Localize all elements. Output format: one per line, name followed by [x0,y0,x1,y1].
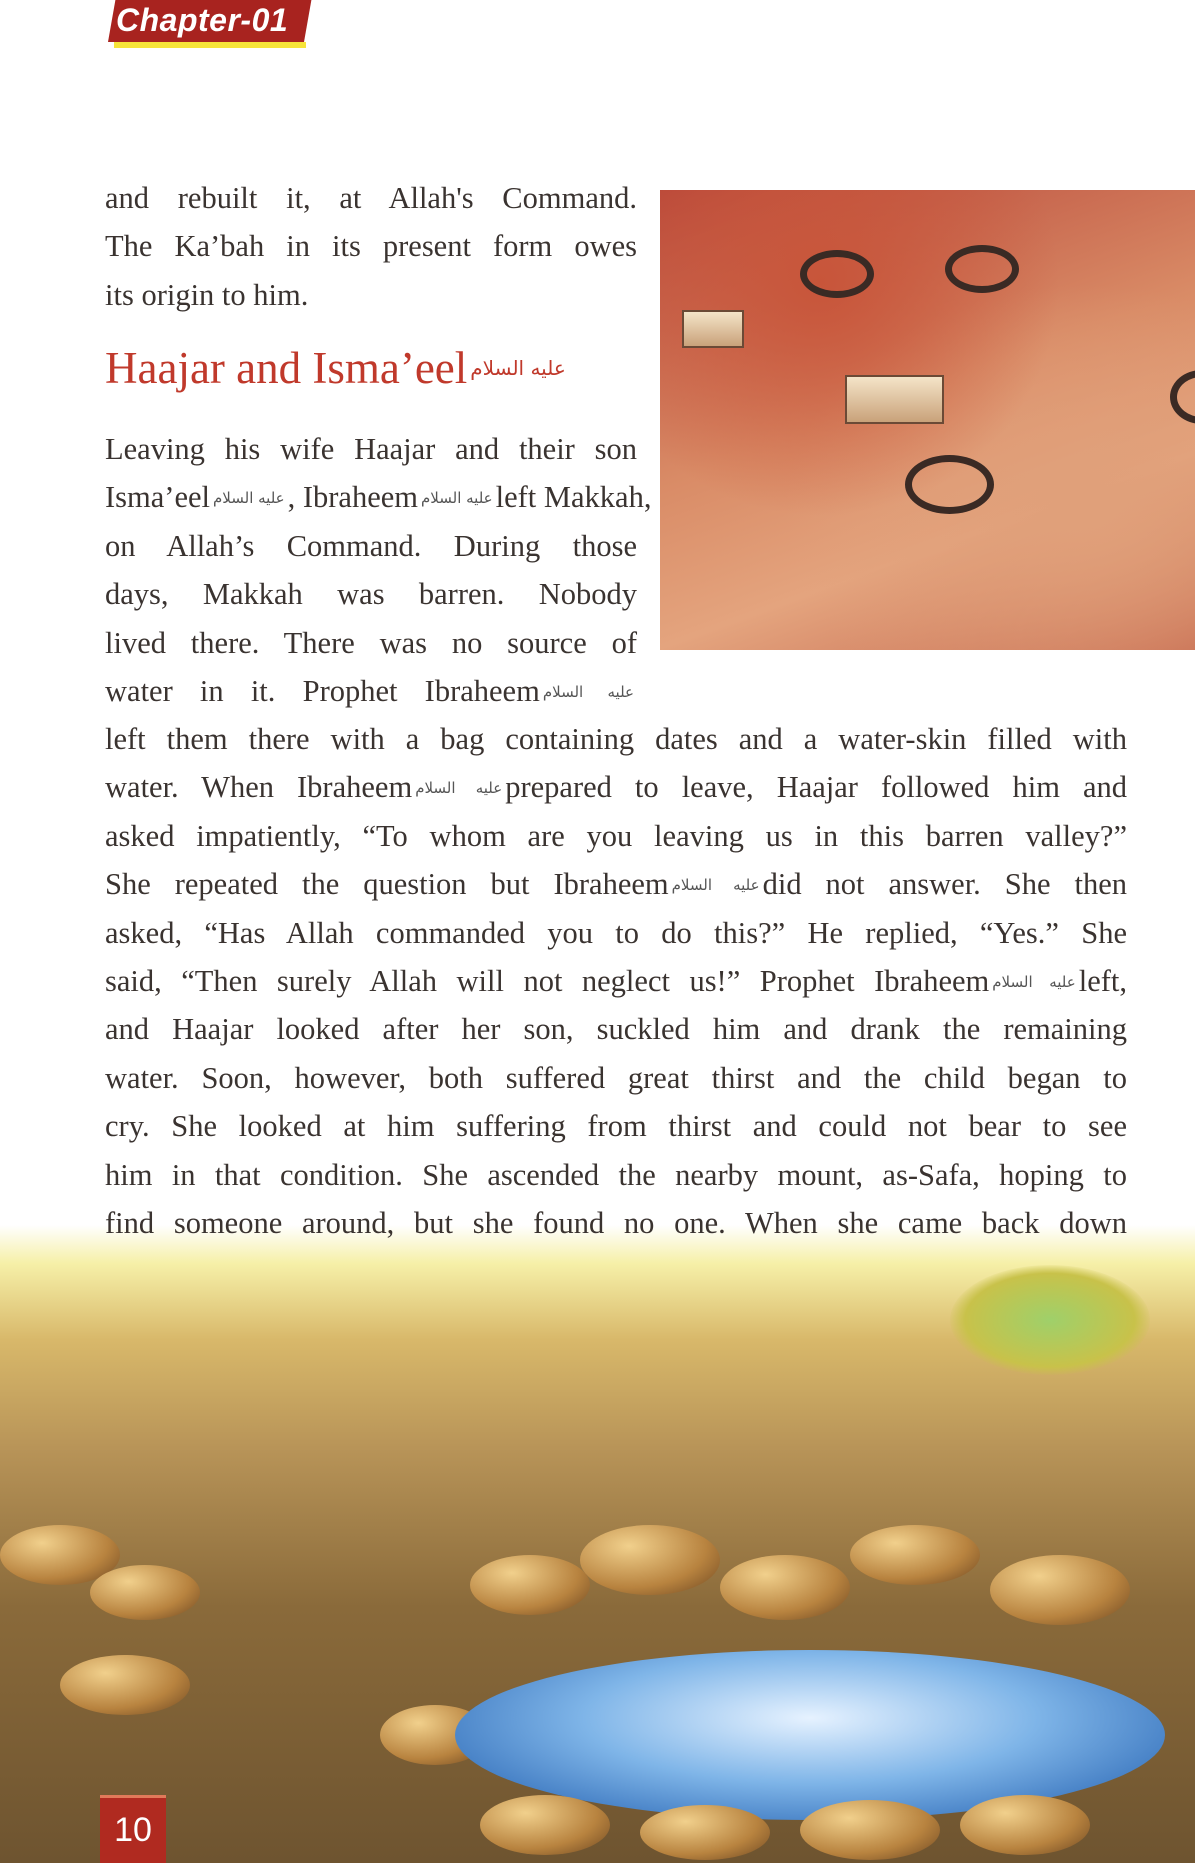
text-line [105,767,1127,808]
text-line [105,961,1127,1002]
text-segment: cry. She looked at him suffering from thirst and could not bear to see [105,1109,1127,1144]
text-line [105,671,637,712]
text-segment: find someone around, but she found no one. When she came back down [105,1206,1127,1240]
honorific-mark: عليه السلام [213,489,285,508]
text-line [105,623,637,663]
text-segment: water. Soon, however, both suffered great thirst and the child began to [105,1060,1127,1095]
text-segment: left them there with a bag containing dates and a water-skin filled with [105,722,1127,756]
text-segment: said, “Then surely Allah will not neglect us!” Prophet Ibraheem [105,964,990,998]
heading-text: Haajar and Isma’eel [105,343,468,393]
honorific-mark: عليه السلام [671,876,760,895]
desert-illustration [660,190,1195,650]
text-segment: Isma’eel [105,480,210,515]
section-heading [105,342,569,394]
oasis-illustration [0,1225,1195,1863]
text-segment: prepared to leave, Haajar followed him and [505,770,1127,805]
text-line [105,275,637,315]
text-line [105,816,1127,856]
text-segment: him in that condition. She ascended the nearby mount, as-Safa, hoping to [105,1157,1127,1192]
chapter-tab [108,0,306,50]
text-line [105,864,1127,905]
text-line [105,1058,1127,1098]
text-line [105,477,652,518]
honorific-mark: عليه السلام [542,683,635,701]
honorific-mark: عليه السلام [992,973,1076,991]
text-line [105,1155,1127,1195]
text-line [105,913,1127,953]
text-segment: on Allah’s Command. During those [105,528,637,563]
honorific-mark: عليه السلام [415,779,503,798]
text-line [105,1009,1127,1049]
text-line [105,226,637,266]
text-segment: its origin to him. [105,277,309,312]
text-line [105,719,1127,759]
text-segment: asked, “Has Allah commanded you to do this?” He replied, “Yes.” She [105,915,1127,950]
honorific-mark: عليه السلام [470,356,566,380]
text-line [105,574,637,614]
text-segment: and Haajar looked after her son, suckled him and drank the remaining [105,1012,1127,1047]
text-segment: left, [1078,964,1127,998]
text-segment: lived there. There was no source of [105,625,637,660]
text-segment: She repeated the question but Ibraheem [105,867,669,902]
chapter-label: Chapter-01 [116,2,289,38]
text-segment: days, Makkah was barren. Nobody [105,577,637,612]
honorific-mark: عليه السلام [421,489,493,508]
text-segment: did not answer. She then [762,867,1128,902]
text-segment: water in it. Prophet Ibraheem [105,674,540,708]
text-segment: Leaving his wife Haajar and their son [105,432,637,466]
text-line [105,1106,1127,1146]
water-pool [455,1650,1165,1820]
page-number: 10 [100,1795,166,1863]
text-segment: , Ibraheem [287,480,419,515]
text-segment: water. When Ibraheem [105,770,413,805]
text-segment: left Makkah, [495,480,652,515]
text-segment: and rebuilt it, at Allah's Command. [105,181,637,215]
text-line [105,429,637,469]
text-segment: The Ka’bah in its present form owes [105,229,637,264]
text-line [105,178,637,218]
text-segment: asked impatiently, “To whom are you leaving us in this barren valley?” [105,818,1127,853]
text-line [105,526,637,566]
